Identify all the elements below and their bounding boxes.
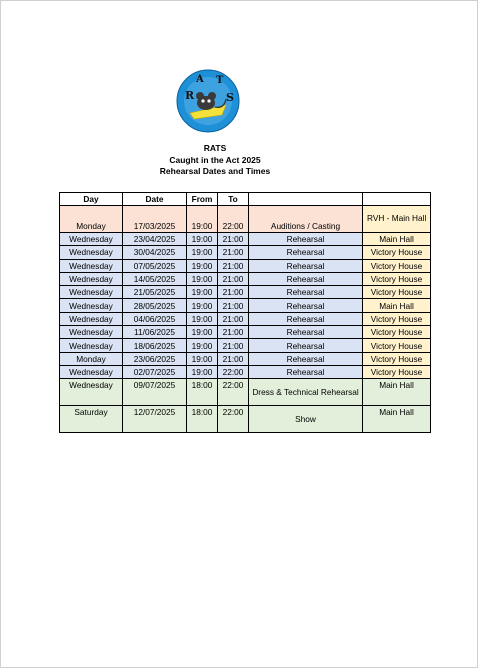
- cell-venue: Main Hall: [363, 379, 431, 406]
- cell-date: 18/06/2025: [123, 339, 187, 352]
- cell-to: 21:00: [218, 299, 249, 312]
- table-row: [60, 206, 431, 233]
- document-header: [0, 143, 430, 178]
- rehearsal-schedule-table: [59, 192, 431, 433]
- cell-to: 22:00: [218, 206, 249, 233]
- cell-from: 19:00: [187, 339, 218, 352]
- col-header-to: To: [218, 193, 249, 206]
- table-row: [60, 233, 431, 246]
- cell-to: 21:00: [218, 246, 249, 259]
- cell-venue: Main Hall: [363, 299, 431, 312]
- cell-day: Wednesday: [60, 326, 123, 339]
- cell-activity: Rehearsal: [249, 233, 363, 246]
- cell-venue: Victory House: [363, 312, 431, 325]
- cell-date: 17/03/2025: [123, 206, 187, 233]
- cell-venue: Victory House: [363, 259, 431, 272]
- table-row: [60, 299, 431, 312]
- cell-date: 12/07/2025: [123, 406, 187, 433]
- cell-activity: Rehearsal: [249, 299, 363, 312]
- cell-to: 21:00: [218, 272, 249, 285]
- cell-venue: Victory House: [363, 326, 431, 339]
- cell-activity: Rehearsal: [249, 352, 363, 365]
- cell-date: 02/07/2025: [123, 365, 187, 378]
- cell-activity: Rehearsal: [249, 365, 363, 378]
- rats-logo: [176, 69, 240, 133]
- col-header-venue: [363, 193, 431, 206]
- table-row: [60, 365, 431, 378]
- cell-venue: Victory House: [363, 352, 431, 365]
- cell-to: 21:00: [218, 259, 249, 272]
- cell-venue: Main Hall: [363, 406, 431, 433]
- show-title: Caught in the Act 2025: [169, 154, 261, 165]
- cell-from: 19:00: [187, 299, 218, 312]
- cell-venue: Victory House: [363, 272, 431, 285]
- cell-activity: Rehearsal: [249, 272, 363, 285]
- cell-to: 21:00: [218, 326, 249, 339]
- cell-from: 19:00: [187, 352, 218, 365]
- cell-venue: Victory House: [363, 246, 431, 259]
- cell-to: 21:00: [218, 286, 249, 299]
- cell-day: Wednesday: [60, 286, 123, 299]
- cell-day: Wednesday: [60, 312, 123, 325]
- cell-to: 22:00: [218, 365, 249, 378]
- cell-activity: Rehearsal: [249, 326, 363, 339]
- cell-activity: Show: [249, 406, 363, 433]
- cell-day: Wednesday: [60, 233, 123, 246]
- table-row: [60, 312, 431, 325]
- cell-day: Wednesday: [60, 365, 123, 378]
- cell-to: 22:00: [218, 379, 249, 406]
- cell-activity: Dress & Technical Rehearsal: [249, 379, 363, 406]
- cell-activity: Rehearsal: [249, 259, 363, 272]
- logo-letter-t: T: [216, 75, 224, 86]
- cell-venue: Victory House: [363, 339, 431, 352]
- table-row: [60, 272, 431, 285]
- table-row: [60, 259, 431, 272]
- table-row: [60, 326, 431, 339]
- cell-day: Monday: [60, 206, 123, 233]
- cell-activity: Rehearsal: [249, 286, 363, 299]
- cell-venue: Victory House: [363, 286, 431, 299]
- cell-day: Wednesday: [60, 339, 123, 352]
- cell-venue: RVH - Main Hall: [363, 206, 431, 233]
- cell-date: 04/06/2025: [123, 312, 187, 325]
- table-row: [60, 352, 431, 365]
- col-header-date: Date: [123, 193, 187, 206]
- cell-to: 21:00: [218, 312, 249, 325]
- logo-letter-r: R: [185, 89, 195, 102]
- table-row: [60, 339, 431, 352]
- cell-from: 19:00: [187, 286, 218, 299]
- table-row: [60, 379, 431, 406]
- cell-from: 19:00: [187, 365, 218, 378]
- cell-venue: Victory House: [363, 365, 431, 378]
- cell-date: 23/04/2025: [123, 233, 187, 246]
- logo-letter-s: S: [226, 91, 234, 104]
- cell-from: 18:00: [187, 406, 218, 433]
- schedule-subtitle: Rehearsal Dates and Times: [159, 166, 271, 176]
- cell-to: 21:00: [218, 233, 249, 246]
- table-row: [60, 406, 431, 433]
- cell-to: 22:00: [218, 406, 249, 433]
- cell-day: Saturday: [60, 406, 123, 433]
- cell-from: 19:00: [187, 272, 218, 285]
- org-name: RATS: [203, 143, 227, 153]
- table-header-row: [60, 193, 431, 206]
- cell-from: 19:00: [187, 259, 218, 272]
- col-header-activity: [249, 193, 363, 206]
- cell-activity: Rehearsal: [249, 339, 363, 352]
- cell-day: Wednesday: [60, 259, 123, 272]
- cell-to: 21:00: [218, 339, 249, 352]
- cell-activity: Rehearsal: [249, 246, 363, 259]
- col-header-day: Day: [60, 193, 123, 206]
- cell-date: 07/05/2025: [123, 259, 187, 272]
- col-header-from: From: [187, 193, 218, 206]
- cell-activity: Auditions / Casting: [249, 206, 363, 233]
- cell-from: 18:00: [187, 379, 218, 406]
- cell-date: 30/04/2025: [123, 246, 187, 259]
- cell-activity: Rehearsal: [249, 312, 363, 325]
- cell-to: 21:00: [218, 352, 249, 365]
- table-row: [60, 286, 431, 299]
- cell-date: 28/05/2025: [123, 299, 187, 312]
- cell-date: 09/07/2025: [123, 379, 187, 406]
- cell-date: 14/05/2025: [123, 272, 187, 285]
- cell-day: Wednesday: [60, 379, 123, 406]
- cell-from: 19:00: [187, 312, 218, 325]
- cell-day: Wednesday: [60, 299, 123, 312]
- cell-day: Wednesday: [60, 246, 123, 259]
- cell-from: 19:00: [187, 246, 218, 259]
- cell-day: Wednesday: [60, 272, 123, 285]
- cell-from: 19:00: [187, 233, 218, 246]
- cell-from: 19:00: [187, 326, 218, 339]
- cell-date: 23/06/2025: [123, 352, 187, 365]
- logo-letter-a: A: [196, 74, 204, 85]
- cell-day: Monday: [60, 352, 123, 365]
- cell-from: 19:00: [187, 206, 218, 233]
- cell-date: 21/05/2025: [123, 286, 187, 299]
- table-row: [60, 246, 431, 259]
- cell-venue: Main Hall: [363, 233, 431, 246]
- cell-date: 11/06/2025: [123, 326, 187, 339]
